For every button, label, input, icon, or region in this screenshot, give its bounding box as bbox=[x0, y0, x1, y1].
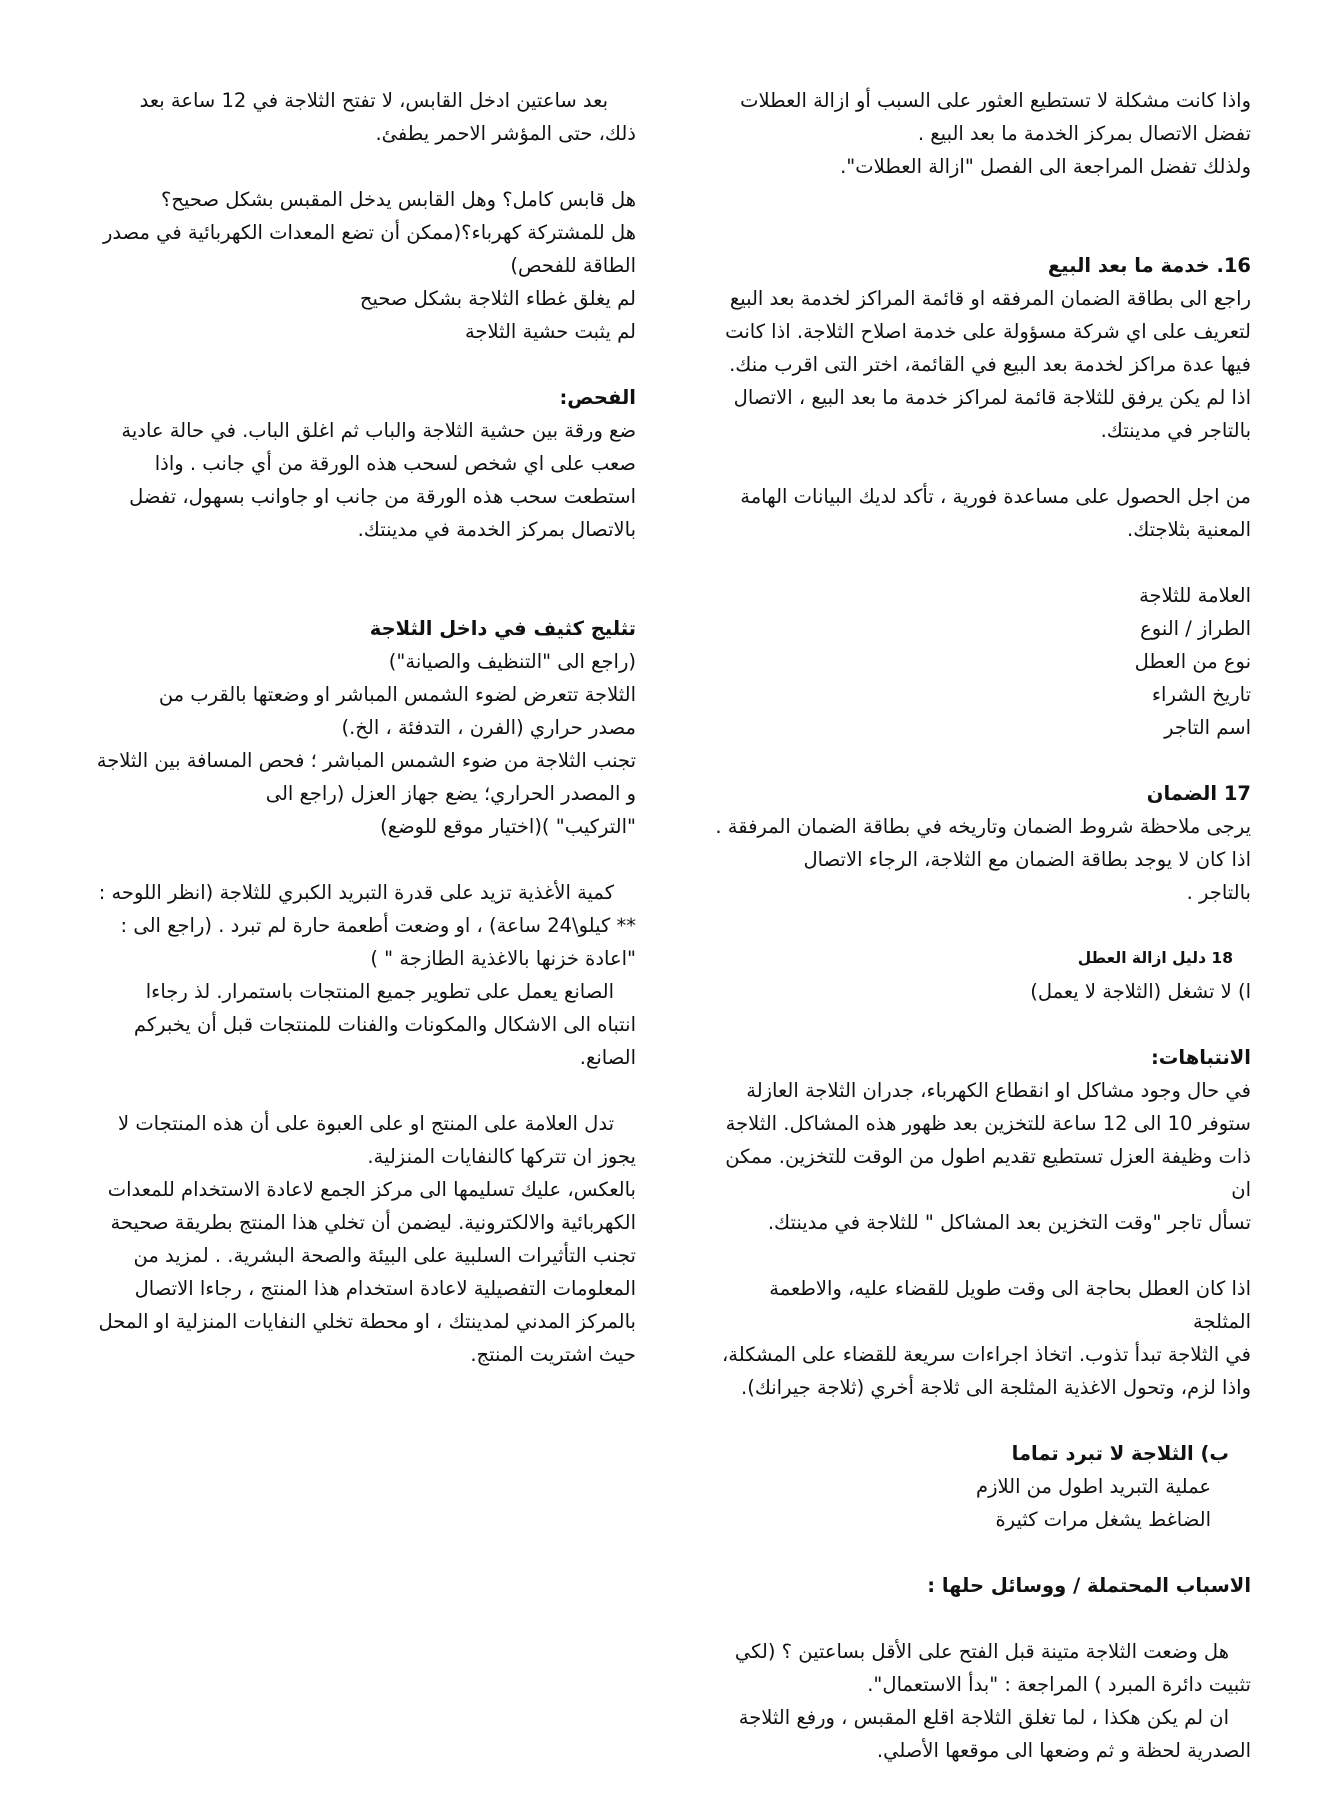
text-line: حيث اشتريت المنتج. bbox=[470, 1343, 636, 1366]
text-line: ** كيلو\24 ساعة) ، او وضعت أطعمة حارة لم تبرد . (راجع الى : bbox=[120, 914, 636, 937]
list-item: لم يثبت حشية الثلاجة bbox=[464, 320, 636, 343]
list-item: الضاغط يشغل مرات كثيرة bbox=[995, 1508, 1211, 1531]
text-line: راجع الى بطاقة الضمان المرفقه او قائمة المراكز لخدمة بعد البيع bbox=[729, 287, 1251, 310]
disposal-paragraph bbox=[92, 1107, 636, 1371]
causes-body bbox=[706, 1635, 1251, 1767]
text-line: واذا لزم، وتحول الاغذية المثلجة الى ثلاجة أخري (ثلاجة جيرانك). bbox=[741, 1376, 1251, 1399]
text-line: لتعريف على اي شركة مسؤولة على خدمة اصلاح الثلاجة. اذا كانت bbox=[725, 320, 1251, 343]
help-intro bbox=[706, 480, 1251, 546]
list-item: العلامة للثلاجة bbox=[1139, 584, 1251, 607]
list-item: نوع من العطل bbox=[1134, 650, 1251, 673]
text-line: (راجع الى "التنظيف والصيانة") bbox=[388, 650, 636, 673]
section-16-heading: 16. خدمة ما بعد البيع bbox=[1047, 254, 1251, 277]
check-body bbox=[92, 414, 636, 546]
frost-body bbox=[92, 645, 636, 843]
list-item: عملية التبريد اطول من اللازم bbox=[976, 1475, 1211, 1498]
text-line: من اجل الحصول على مساعدة فورية ، تأكد لديك البيانات الهامة bbox=[740, 485, 1251, 508]
required-data-list bbox=[706, 579, 1251, 744]
section-b-heading: ب) الثلاجة لا تبرد تماما bbox=[1011, 1442, 1229, 1465]
text-line: ذلك، حتى المؤشر الاحمر يطفئ. bbox=[375, 122, 636, 145]
text-line: الصانع. bbox=[579, 1046, 636, 1069]
section-18-subheading: ا) لا تشغل (الثلاجة لا يعمل) bbox=[1030, 980, 1251, 1003]
text-line: فيها عدة مراكز لخدمة بعد البيع في القائمة، اختر التى اقرب منك. bbox=[729, 353, 1251, 376]
text-line: الكهربائية والالكترونية. ليضمن أن تخلي هذا المنتج بطريقة صحيحة bbox=[110, 1211, 636, 1234]
list-item: الطراز / النوع bbox=[1140, 617, 1251, 640]
questions-list bbox=[92, 183, 636, 348]
warnings-heading: الانتباهات: bbox=[1150, 1046, 1251, 1069]
text-line: المعلومات التفصيلية لاعادة استخدام هذا المنتج ، رجاءا الاتصال bbox=[134, 1277, 636, 1300]
text-line: يرجى ملاحظة شروط الضمان وتاريخه في بطاقة الضمان المرفقة . bbox=[715, 815, 1251, 838]
text-line: "التركيب" )(اختيار موقع للوضع) bbox=[380, 815, 636, 838]
long-fault-paragraph bbox=[706, 1272, 1251, 1404]
text-line: اذا لم يكن يرفق للثلاجة قائمة لمراكز خدمة ما بعد البيع ، الاتصال bbox=[733, 386, 1251, 409]
section-17-heading: 17 الضمان bbox=[1146, 782, 1251, 805]
text-line: بعد ساعتين ادخل القابس، لا تفتح الثلاجة في 12 ساعة بعد bbox=[139, 89, 608, 112]
text-line: تفضل الاتصال بمركز الخدمة ما بعد البيع . bbox=[917, 122, 1251, 145]
text-line: الثلاجة تتعرض لضوء الشمس المباشر او وضعتها بالقرب من bbox=[158, 683, 636, 706]
text-line: ولذلك تفضل المراجعة الى الفصل "ازالة العطلات". bbox=[840, 155, 1251, 178]
section-17-body bbox=[706, 810, 1251, 909]
text-line: انتباه الى الاشكال والمكونات والفنات للمنتجات قبل أن يخبركم bbox=[133, 1013, 636, 1036]
text-line: تدل العلامة على المنتج او على العبوة على أن هذه المنتجات لا bbox=[118, 1112, 614, 1135]
text-line: ان لم يكن هكذا ، لما تغلق الثلاجة اقلع المقبس ، ورفع الثلاجة bbox=[738, 1706, 1229, 1729]
causes-heading: الاسباب المحتملة / ووسائل حلها : bbox=[927, 1574, 1251, 1597]
text-line: اذا كان لا يوجد بطاقة الضمان مع الثلاجة، الرجاء الاتصال bbox=[803, 848, 1251, 871]
text-line: بالتاجر . bbox=[1186, 881, 1251, 904]
text-line: ضع ورقة بين حشية الثلاجة والباب ثم اغلق الباب. في حالة عادية bbox=[121, 419, 636, 442]
check-heading: الفحص: bbox=[559, 386, 636, 409]
list-item: هل قابس كامل؟ وهل القابس يدخل المقبس بشكل صحيح؟ bbox=[161, 188, 636, 211]
text-line: بالمركز المدني لمدينتك ، او محطة تخلي النفايات المنزلية او المحل bbox=[98, 1310, 636, 1333]
list-item: الطاقة للفحص) bbox=[510, 254, 636, 277]
text-line: المعنية بثلاجتك. bbox=[1127, 518, 1251, 541]
text-line: "اعادة خزنها بالاغذية الطازجة " ) bbox=[370, 947, 636, 970]
intro-paragraph bbox=[706, 84, 1251, 183]
text-line: تجنب التأثيرات السلبية على البيئة والصحة البشرية. . لمزيد من bbox=[133, 1244, 636, 1267]
text-line: في حال وجود مشاكل او انقطاع الكهرباء، جدران الثلاجة العازلة bbox=[746, 1079, 1251, 1102]
text-line: استطعت سحب هذه الورقة من جانب او جاوانب بسهول، تفضل bbox=[129, 485, 636, 508]
text-line: تثبيت دائرة المبرد ) المراجعة : "بدأ الاستعمال". bbox=[867, 1673, 1251, 1696]
text-line: كمية الأغذية تزيد على قدرة التبريد الكبري للثلاجة (انظر اللوحه : bbox=[98, 881, 614, 904]
text-line: تسأل تاجر "وقت التخزين بعد المشاكل " للثلاجة في مدينتك. bbox=[767, 1211, 1251, 1234]
list-item: اسم التاجر bbox=[1164, 716, 1251, 739]
after-two-hours-paragraph bbox=[92, 84, 636, 150]
section-18-heading: 18 دليل ازالة العطل bbox=[1077, 949, 1233, 967]
left-column bbox=[92, 84, 636, 1371]
text-line: هل وضعت الثلاجة متينة قبل الفتح على الأقل بساعتين ؟ (لكي bbox=[734, 1640, 1229, 1663]
list-item: هل للمشتركة كهرباء؟(ممكن أن تضع المعدات الكهربائية في مصدر bbox=[102, 221, 636, 244]
text-line: بالعكس، عليك تسليمها الى مركز الجمع لاعادة الاستخدام للمعدات bbox=[107, 1178, 636, 1201]
food-quantity-paragraph bbox=[92, 876, 636, 975]
section-16-body bbox=[706, 282, 1251, 447]
text-line: بالتاجر في مدينتك. bbox=[1100, 419, 1251, 442]
text-line: و المصدر الحراري؛ يضع جهاز العزل (راجع الى bbox=[265, 782, 636, 805]
warnings-body bbox=[706, 1074, 1251, 1239]
section-b-list bbox=[706, 1470, 1251, 1536]
frost-heading: تثليج كثيف في داخل الثلاجة bbox=[369, 617, 636, 640]
text-line: تجنب الثلاجة من ضوء الشمس المباشر ؛ فحص المسافة بين الثلاجة bbox=[96, 749, 636, 772]
text-line: يجوز ان تتركها كالنفايات المنزلية. bbox=[367, 1145, 636, 1168]
text-line: اذا كان العطل بحاجة الى وقت طويل للقضاء عليه، والاطعمة المثلجة bbox=[769, 1277, 1251, 1333]
list-item: تاريخ الشراء bbox=[1151, 683, 1251, 706]
text-line: الصانع يعمل على تطوير جميع المنتجات باستمرار. لذ رجاءا bbox=[145, 980, 614, 1003]
text-line: مصدر حراري (الفرن ، التدفئة ، الخ.) bbox=[341, 716, 636, 739]
text-line: ذات وظيفة العزل تستطيع تقديم اطول من الوقت للتخزين. ممكن ان bbox=[725, 1145, 1251, 1201]
text-line: في الثلاجة تبدأ تذوب. اتخاذ اجراءات سريعة للقضاء على المشكلة، bbox=[721, 1343, 1251, 1366]
right-column bbox=[706, 84, 1251, 1767]
text-line: ستوفر 10 الى 12 ساعة للتخزين بعد ظهور هذه المشاكل. الثلاجة bbox=[725, 1112, 1251, 1135]
list-item: لم يغلق غطاء الثلاجة بشكل صحيح bbox=[359, 287, 636, 310]
text-line: الصدرية لحظة و ثم وضعها الى موقعها الأصلي. bbox=[876, 1739, 1251, 1762]
text-line: صعب على اي شخص لسحب هذه الورقة من أي جانب . واذا bbox=[154, 452, 636, 475]
text-line: بالاتصال بمركز الخدمة في مدينتك. bbox=[357, 518, 636, 541]
manufacturer-paragraph bbox=[92, 975, 636, 1074]
text-line: واذا كانت مشكلة لا تستطيع العثور على السبب أو ازالة العطلات bbox=[740, 89, 1251, 112]
